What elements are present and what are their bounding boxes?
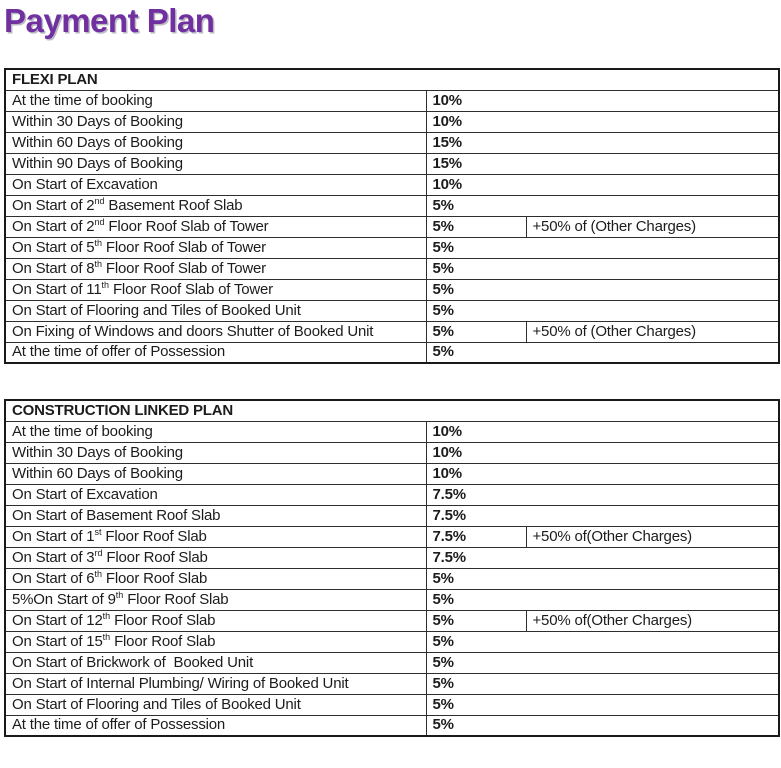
- milestone-cell: At the time of offer of Possession: [5, 715, 426, 736]
- milestone-cell: Within 30 Days of Booking: [5, 111, 426, 132]
- milestone-cell: On Start of 2nd Basement Roof Slab: [5, 195, 426, 216]
- percent-cell: 15%: [426, 132, 779, 153]
- flexi-plan-table: [4, 68, 780, 364]
- percent-cell: 5%: [426, 673, 779, 694]
- table-row: [5, 673, 779, 694]
- milestone-cell: At the time of booking: [5, 90, 426, 111]
- milestone-cell: Within 90 Days of Booking: [5, 153, 426, 174]
- milestone-cell: On Start of 1st Floor Roof Slab: [5, 526, 426, 547]
- table-row: [5, 715, 779, 736]
- construction-linked-plan-header: CONSTRUCTION LINKED PLAN: [5, 400, 779, 421]
- milestone-cell: On Start of 11th Floor Roof Slab of Tower: [5, 279, 426, 300]
- percent-cell: 15%: [426, 153, 779, 174]
- table-row: [5, 90, 779, 111]
- milestone-cell: On Start of 15th Floor Roof Slab: [5, 631, 426, 652]
- percent-cell: 5%: [426, 258, 779, 279]
- milestone-cell: On Start of Flooring and Tiles of Booked Unit: [5, 300, 426, 321]
- milestone-cell: At the time of booking: [5, 421, 426, 442]
- table-row: [5, 132, 779, 153]
- milestone-cell: On Fixing of Windows and doors Shutter of Booked Unit: [5, 321, 426, 342]
- other-charges-cell: +50% of (Other Charges): [526, 321, 779, 342]
- flexi-plan-header-row: [5, 69, 779, 90]
- percent-cell: 5%: [426, 715, 779, 736]
- percent-cell: 10%: [426, 174, 779, 195]
- percent-cell: 5%: [426, 652, 779, 673]
- percent-cell: 10%: [426, 421, 779, 442]
- other-charges-cell: +50% of (Other Charges): [526, 216, 779, 237]
- table-row: [5, 421, 779, 442]
- other-charges-cell: +50% of(Other Charges): [526, 610, 779, 631]
- percent-cell: 7.5%: [426, 547, 779, 568]
- table-row: [5, 484, 779, 505]
- milestone-cell: On Start of Internal Plumbing/ Wiring of Booked Unit: [5, 673, 426, 694]
- milestone-cell: Within 60 Days of Booking: [5, 132, 426, 153]
- table-row: [5, 258, 779, 279]
- percent-cell: 5%: [426, 342, 779, 363]
- construction-linked-plan-table: [4, 399, 780, 737]
- milestone-cell: On Start of Brickwork of Booked Unit: [5, 652, 426, 673]
- other-charges-cell: +50% of(Other Charges): [526, 526, 779, 547]
- table-row: [5, 174, 779, 195]
- milestone-cell: On Start of Flooring and Tiles of Booked Unit: [5, 694, 426, 715]
- table-row: [5, 505, 779, 526]
- percent-cell: 5%: [426, 321, 526, 342]
- percent-cell: 7.5%: [426, 505, 779, 526]
- milestone-cell: On Start of 2nd Floor Roof Slab of Tower: [5, 216, 426, 237]
- percent-cell: 7.5%: [426, 484, 779, 505]
- flexi-plan-header: FLEXI PLAN: [5, 69, 779, 90]
- percent-cell: 10%: [426, 442, 779, 463]
- percent-cell: 5%: [426, 589, 779, 610]
- table-row: [5, 694, 779, 715]
- milestone-cell: 5%On Start of 9th Floor Roof Slab: [5, 589, 426, 610]
- milestone-cell: On Start of 5th Floor Roof Slab of Tower: [5, 237, 426, 258]
- table-row: [5, 111, 779, 132]
- milestone-cell: On Start of Excavation: [5, 484, 426, 505]
- table-row: [5, 237, 779, 258]
- table-row: [5, 195, 779, 216]
- table-row: [5, 547, 779, 568]
- table-row: [5, 342, 779, 363]
- percent-cell: 7.5%: [426, 526, 526, 547]
- percent-cell: 5%: [426, 195, 779, 216]
- milestone-cell: Within 60 Days of Booking: [5, 463, 426, 484]
- percent-cell: 10%: [426, 111, 779, 132]
- table-row: [5, 568, 779, 589]
- percent-cell: 10%: [426, 90, 779, 111]
- table-row: [5, 631, 779, 652]
- percent-cell: 5%: [426, 610, 526, 631]
- table-row: [5, 279, 779, 300]
- milestone-cell: On Start of 8th Floor Roof Slab of Tower: [5, 258, 426, 279]
- percent-cell: 5%: [426, 694, 779, 715]
- milestone-cell: On Start of 12th Floor Roof Slab: [5, 610, 426, 631]
- percent-cell: 5%: [426, 216, 526, 237]
- percent-cell: 5%: [426, 631, 779, 652]
- percent-cell: 5%: [426, 300, 779, 321]
- table-row: [5, 463, 779, 484]
- milestone-cell: On Start of Basement Roof Slab: [5, 505, 426, 526]
- milestone-cell: Within 30 Days of Booking: [5, 442, 426, 463]
- milestone-cell: On Start of Excavation: [5, 174, 426, 195]
- table-row: [5, 526, 779, 547]
- construction-linked-plan-header-row: [5, 400, 779, 421]
- milestone-cell: On Start of 3rd Floor Roof Slab: [5, 547, 426, 568]
- percent-cell: 5%: [426, 568, 779, 589]
- table-row: [5, 652, 779, 673]
- table-row: [5, 300, 779, 321]
- milestone-cell: On Start of 6th Floor Roof Slab: [5, 568, 426, 589]
- percent-cell: 5%: [426, 237, 779, 258]
- table-row: [5, 321, 779, 342]
- table-row: [5, 610, 779, 631]
- percent-cell: 5%: [426, 279, 779, 300]
- percent-cell: 10%: [426, 463, 779, 484]
- milestone-cell: At the time of offer of Possession: [5, 342, 426, 363]
- table-row: [5, 216, 779, 237]
- table-row: [5, 153, 779, 174]
- table-row: [5, 589, 779, 610]
- tables-container: [4, 68, 778, 737]
- page-title: Payment Plan: [4, 2, 215, 39]
- table-row: [5, 442, 779, 463]
